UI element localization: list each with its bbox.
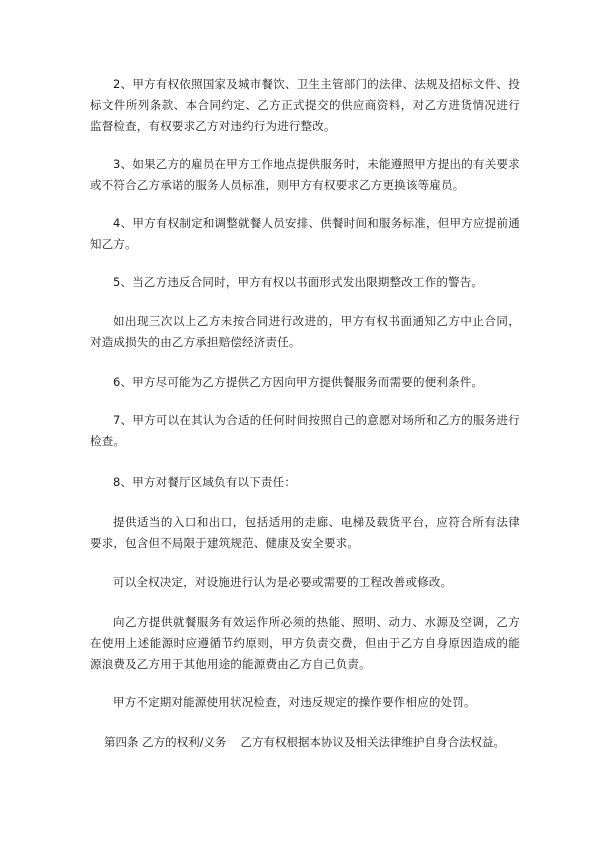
paragraph-energy-inspection: 甲方不定期对能源使用状况检查，对违反规定的操作要作相应的处罚。 (113, 695, 476, 709)
article-four-text: 乙方有权根据本协议及相关法律维护自身合法权益。 (240, 735, 506, 749)
paragraph-buyer-right-5: 5、当乙方违反合同时，甲方有权以书面形式发出限期整改工作的警告。 (113, 275, 484, 289)
paragraph-contract-termination: 如出现三次以上乙方未按合同进行改进的，甲方有权书面通知乙方中止合同，对造成损失的由乙方承担赔偿经济责任。 (90, 314, 520, 349)
paragraph-buyer-right-2: 2、甲方有权依照国家及城市餐饮、卫生主管部门的法律、法规及招标文件、投标文件所列条款、本合同约定、乙方正式提交的供应商资料，对乙方进货情况进行监督检查，有权要求乙方对违约行为进行整改。 (90, 77, 520, 133)
paragraph-energy-supply: 向乙方提供就餐服务有效运作所必须的热能、照明、动力、水源及空调，乙方在使用上述能源时应遵循节约原则，甲方负责交费，但由于乙方自身原因造成的能源浪费及乙方用于其他用途的能源费由乙方自己负责。 (90, 615, 520, 671)
paragraph-buyer-right-6: 6、甲方尽可能为乙方提供乙方因向甲方提供餐服务而需要的便利条件。 (113, 375, 484, 389)
article-four-heading (104, 732, 524, 753)
paragraph-buyer-right-4: 4、甲方有权制定和调整就餐人员安排、供餐时间和服务标准，但甲方应提前通知乙方。 (90, 216, 520, 251)
paragraph-buyer-right-3: 3、如果乙方的雇员在甲方工作地点提供服务时，未能遵照甲方提出的有关要求或不符合乙方承诺的服务人员标准，则甲方有权要求乙方更换该等雇员。 (90, 157, 520, 192)
article-four-title: 第四条 乙方的权利/义务 (104, 735, 227, 749)
paragraph-entrance-exit: 提供适当的入口和出口，包括适用的走廊、电梯及载货平台，应符合所有法律要求，包含但不局限于建筑规范、健康及安全要求。 (90, 515, 520, 550)
paragraph-facility-improvement: 可以全权决定，对设施进行认为是必要或需要的工程改善或修改。 (113, 575, 453, 589)
paragraph-buyer-right-8: 8、甲方对餐厅区域负有以下责任： (113, 475, 297, 489)
paragraph-buyer-right-7: 7、甲方可以在其认为合适的任何时间按照自己的意愿对场所和乙方的服务进行检查。 (90, 413, 520, 448)
